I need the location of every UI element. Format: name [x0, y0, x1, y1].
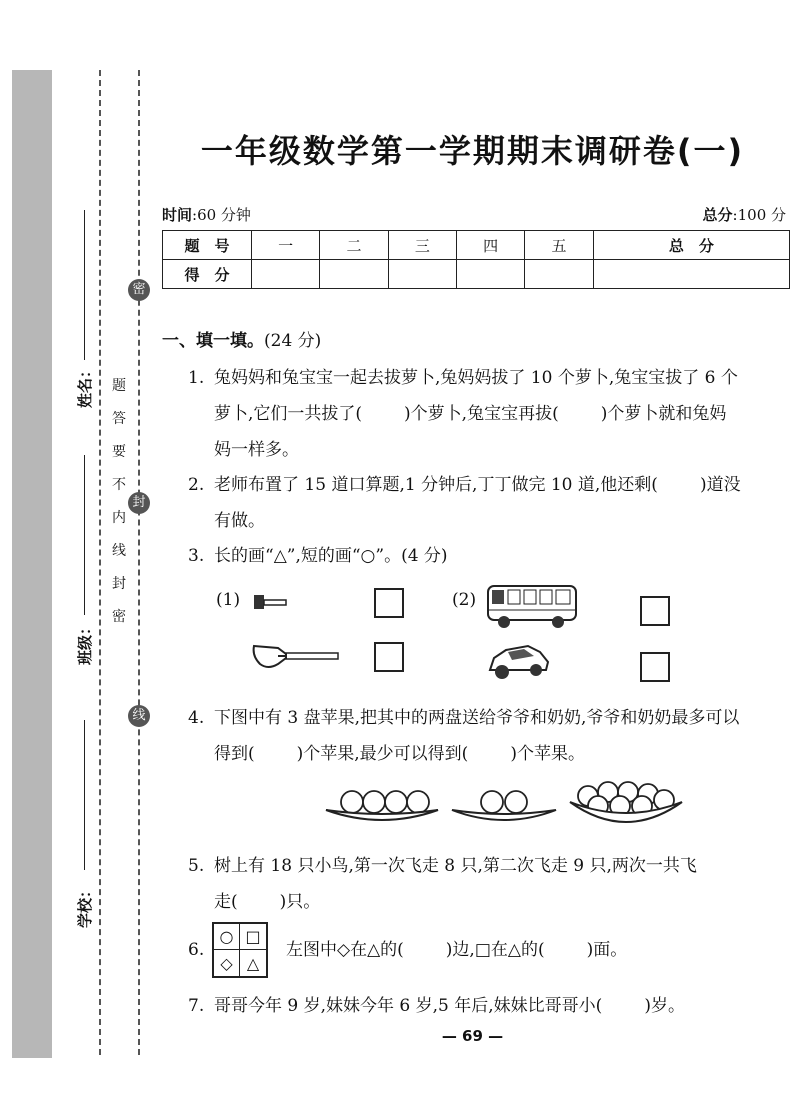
score-cell: 五 — [525, 231, 593, 260]
section-title: 一、填一填。 — [162, 331, 264, 351]
q1-line: 兔妈妈和兔宝宝一起去拔萝卜,兔妈妈拔了 10 个萝卜,兔宝宝拔了 6 个 — [214, 368, 738, 388]
time-label: 时间 — [162, 206, 193, 224]
total-label: 总分 — [702, 206, 733, 224]
plate-2 — [452, 791, 556, 820]
q7-text — [214, 988, 685, 1024]
q6-text — [286, 932, 627, 968]
seal-feng: 封 — [128, 492, 150, 514]
q7-text-part: 哥哥今年 9 岁,妹妹今年 6 岁,5 年后,妹妹比哥哥小( — [214, 996, 603, 1016]
q4-text-part: )个苹果。 — [510, 744, 585, 764]
notice-char: 要 — [112, 444, 126, 460]
q3-number: 3. — [188, 546, 205, 566]
section-score: (24 分) — [264, 331, 322, 351]
score-blank[interactable] — [525, 260, 593, 289]
notice-char: 不 — [112, 477, 126, 493]
grid-circle: ○ — [214, 924, 240, 950]
hammer-icon — [250, 592, 290, 616]
notice-char: 密 — [112, 609, 126, 625]
q5-text-part: 走( — [214, 892, 238, 912]
q1-text-part: 萝卜,它们一共拔了( — [214, 404, 363, 424]
score-header-row — [163, 231, 790, 260]
cut-line-left — [99, 70, 101, 1055]
notice-char: 线 — [112, 543, 126, 559]
seal-mi: 密 — [128, 279, 150, 301]
score-table — [162, 230, 790, 289]
q1-text-part: )个萝卜,兔宝宝再拔( — [404, 404, 559, 424]
q4-text-part: )个苹果,最少可以得到( — [296, 744, 469, 764]
q3-text: 长的画“△”,短的画“○”。(4 分) — [214, 546, 448, 566]
q1-line: 妈一样多。 — [214, 440, 299, 460]
grid-diamond: ◇ — [214, 950, 240, 976]
score-blank[interactable] — [388, 260, 456, 289]
q4-text-part: 得到( — [214, 744, 255, 764]
grid-square: □ — [240, 924, 266, 950]
score-cell: 总 分 — [593, 231, 789, 260]
binding-gray-strip — [12, 70, 52, 1058]
score-blank[interactable] — [456, 260, 524, 289]
q4-number: 4. — [188, 708, 205, 728]
q1-text-part: )个萝卜就和兔妈 — [600, 404, 727, 424]
q3-answer-box-4[interactable] — [640, 652, 670, 682]
q5-text — [214, 848, 794, 920]
q5-line: 树上有 18 只小鸟,第一次飞走 8 只,第二次飞走 9 只,两次一共飞 — [214, 856, 697, 876]
q6-text-part: 左图中◇在△的( — [286, 940, 404, 960]
score-cell: 一 — [252, 231, 320, 260]
score-row-label: 得 分 — [163, 260, 252, 289]
page-number: — 69 — — [441, 1027, 504, 1045]
notice-char: 封 — [112, 576, 126, 592]
plate-3 — [570, 782, 682, 822]
q2-text-part: )道没 — [699, 475, 741, 495]
bus-icon — [484, 580, 582, 632]
q2-line — [214, 467, 794, 503]
q1-line — [214, 396, 794, 432]
section-heading — [162, 326, 321, 351]
q3-part2-label: (2) — [452, 590, 477, 610]
q1-number: 1. — [188, 368, 205, 388]
q2-text — [214, 467, 794, 539]
q2-text-part: 老师布置了 15 道口算题,1 分钟后,丁丁做完 10 道,他还剩( — [214, 475, 658, 495]
q4-text — [214, 700, 794, 772]
q5-line — [214, 884, 794, 920]
q7-text-part: )岁。 — [644, 996, 685, 1016]
total-value: :100 分 — [732, 206, 786, 224]
score-blank[interactable] — [593, 260, 789, 289]
total-info — [703, 204, 786, 225]
shape-position-grid — [212, 922, 268, 978]
score-cell: 三 — [388, 231, 456, 260]
q5-text-part: )只。 — [279, 892, 321, 912]
score-blank[interactable] — [252, 260, 320, 289]
notice-char: 答 — [112, 411, 126, 427]
class-label: 班级： — [76, 619, 94, 665]
q4-line — [214, 736, 794, 772]
score-blank[interactable] — [320, 260, 388, 289]
q3-answer-box-3[interactable] — [640, 596, 670, 626]
q7-number: 7. — [188, 996, 205, 1016]
q3-answer-box-2[interactable] — [374, 642, 404, 672]
q1-text — [214, 360, 794, 468]
plate-1 — [326, 791, 438, 820]
q6-text-part: )边,□在△的( — [445, 940, 545, 960]
q5-number: 5. — [188, 856, 205, 876]
q3-answer-box-1[interactable] — [374, 588, 404, 618]
q2-number: 2. — [188, 475, 205, 495]
name-fill-line — [84, 210, 85, 360]
score-cell: 四 — [456, 231, 524, 260]
apple-plates-illustration — [322, 780, 692, 836]
q6-number: 6. — [188, 940, 205, 960]
school-label: 学校： — [76, 882, 94, 928]
q4-line: 下图中有 3 盘苹果,把其中的两盘送给爷爷和奶奶,爷爷和奶奶最多可以 — [214, 708, 740, 728]
grid-triangle: △ — [246, 953, 260, 973]
cut-line-right — [138, 70, 140, 1055]
score-cell: 二 — [320, 231, 388, 260]
notice-char: 内 — [112, 510, 126, 526]
car-icon — [484, 636, 554, 684]
page-title: 一年级数学第一学期期末调研卷(一) — [200, 132, 745, 170]
shovel-icon — [250, 640, 342, 672]
score-value-row — [163, 260, 790, 289]
q3-part1-label: (1) — [216, 590, 241, 610]
class-fill-line — [84, 455, 85, 615]
q2-line: 有做。 — [214, 511, 265, 531]
time-value: :60 分钟 — [192, 206, 251, 224]
score-cell: 题 号 — [163, 231, 252, 260]
time-info — [162, 204, 251, 225]
notice-char: 题 — [112, 378, 126, 394]
seal-xian: 线 — [128, 705, 150, 727]
school-fill-line — [84, 720, 85, 870]
name-label: 姓名： — [76, 362, 94, 408]
q6-text-part: )面。 — [586, 940, 628, 960]
